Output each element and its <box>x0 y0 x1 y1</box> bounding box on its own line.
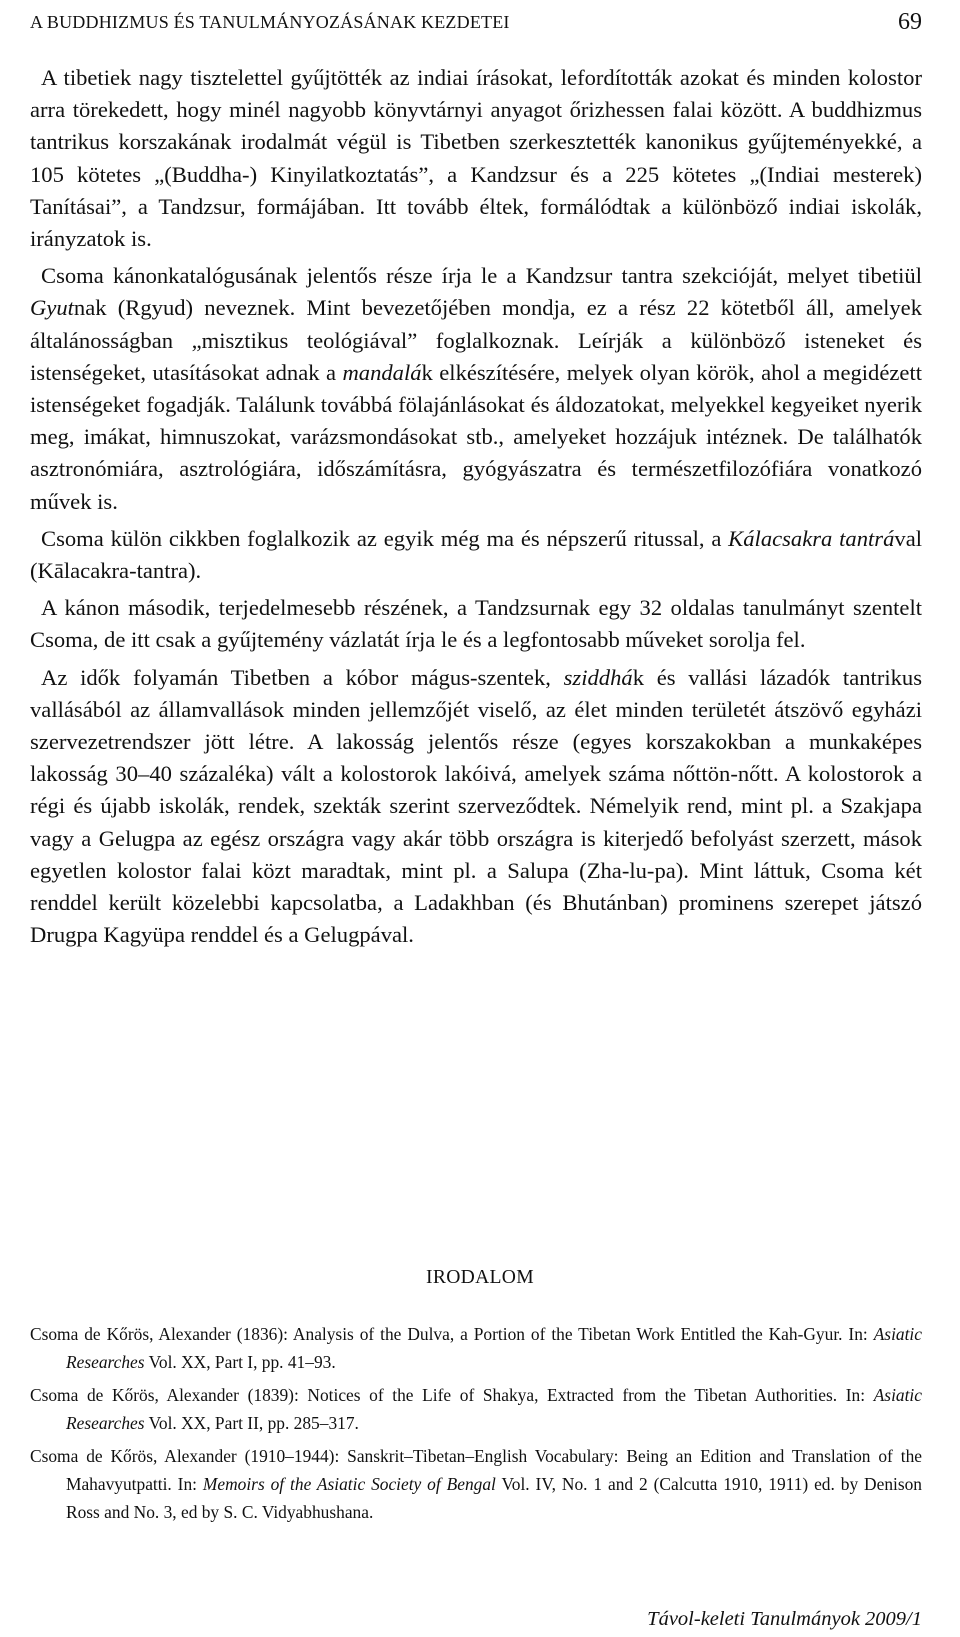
paragraph: Az idők folyamán Tibetben a kóbor mágus-szentek, sziddhák és vallási lázadók tantrikus vallásából az államvallások minden jellemzőjét viselő, az élet minden területét átszövő egyházi szervezetrendszer jött létre. A lakosság jelentős része (egyes korszakokban a munkaképes lakosság 30–40 százaléka) vált a kolostorok lakóivá, amelyek száma nőttön-nőtt. A kolostorok a régi és újabb iskolák, rendek, szekták szerint szerveződtek. Némelyik rend, mint pl. a Szakjapa vagy a Gelugpa az egész országra vagy akár több országra is kiterjedő befolyást szerzett, mások egyetlen kolostor falai közt maradtak, mint pl. a Salupa (Zha-lu-pa). Mint láttuk, Csoma két renddel került közelebbi kapcsolatba, a Ladakhban (és Bhutánban) prominens szerepet játszó Drugpa Kagyüpa renddel és a Gelugpával. <box>30 664 923 948</box>
italic-term: sziddhá <box>563 664 633 690</box>
body-text <box>30 62 922 951</box>
running-head <box>30 4 922 40</box>
reference-item: Csoma de Kőrös, Alexander (1910–1944): Sanskrit–Tibetan–English Vocabulary: Being an Edition and Translation of the Mahavyutpatti. In: Memoirs of the Asiatic Society of Bengal Vol. IV, No. 1 and 2 (Calcutta 1910, 1911) ed. by Denison Ross and No. 3, ed by S. C. Vidyabhushana. <box>30 1446 922 1522</box>
reference-item: Csoma de Kőrös, Alexander (1839): Notices of the Life of Shakya, Extracted from the Tibetan Authorities. In: Asiatic Researches Vol. XX, Part II, pp. 285–317. <box>30 1385 922 1433</box>
page-number: 69 <box>898 8 922 35</box>
paragraph: A tibetiek nagy tisztelettel gyűjtötték az indiai írásokat, lefordították azokat és minden kolostor arra törekedett, hogy minél nagyobb könyvtárnyi anyagot őrizhessen falai között. A buddhizmus tantrikus korszakának irodalmát végül is Tibetben szerkesztették kanonikus gyűjteményekké, a 105 kötetes „(Buddha-) Kinyilatkoztatás”, a Kandzsur és a 225 kötetes „(Indiai mesterek) Tanításai”, a Tandzsur, formájában. Itt tovább éltek, formálódtak a különböző indiai iskolák, irányzatok is. <box>30 65 922 252</box>
journal-footer: Távol-keleti Tanulmányok 2009/1 <box>647 1608 922 1630</box>
running-head-title: A BUDDHIZMUS ÉS TANULMÁNYOZÁSÁNAK KEZDETEI <box>30 11 510 32</box>
italic-term: Memoirs of the Asiatic Society of Bengal <box>202 1474 496 1494</box>
paragraph: Csoma külön cikkben foglalkozik az egyik még ma és népszerű ritussal, a Kálacsakra tantrával (Kālacakra-tantra). <box>30 525 923 584</box>
reference-list <box>30 1320 922 1531</box>
italic-term: Gyut <box>30 295 74 321</box>
italic-term: mandalá <box>342 359 422 385</box>
italic-term: Asiatic Researches <box>66 1324 922 1372</box>
italic-term: Asiatic Researches <box>66 1385 922 1433</box>
paragraph: Csoma kánonkatalógusának jelentős része írja le a Kandzsur tantra szekcióját, melyet tibetiül Gyutnak (Rgyud) neveznek. Mint bevezetőjében mondja, ez a rész 22 kötetből áll, amelyek általánosságban „misztikus teológiával” foglalkoznak. Leírják a különböző isteneket és istenségeket, utasításokat adnak a mandalák elkészítésére, melyek olyan körök, ahol a megidézett istenségeket fogadják. Találunk továbbá fölajánlásokat és áldozatokat, melyekkel kegyeiket nyerik meg, imákat, himnuszokat, varázsmondásokat stb., amelyeket hozzájuk intéznek. De találhatók asztronómiára, asztrológiára, időszámításra, gyógyászatra és természetfilozófiára vonatkozó művek is. <box>30 263 922 514</box>
paragraph: A kánon második, terjedelmesebb részének, a Tandzsurnak egy 32 oldalas tanulmányt szentelt Csoma, de itt csak a gyűjtemény vázlatát írja le és a legfontosabb műveket sorolja fel. <box>30 595 922 653</box>
reference-item: Csoma de Kőrös, Alexander (1836): Analysis of the Dulva, a Portion of the Tibetan Work Entitled the Kah-Gyur. In: Asiatic Researches Vol. XX, Part I, pp. 41–93. <box>30 1324 922 1372</box>
references-heading: IRODALOM <box>426 1267 534 1288</box>
italic-term: Kálacsakra tantrá <box>728 525 895 551</box>
